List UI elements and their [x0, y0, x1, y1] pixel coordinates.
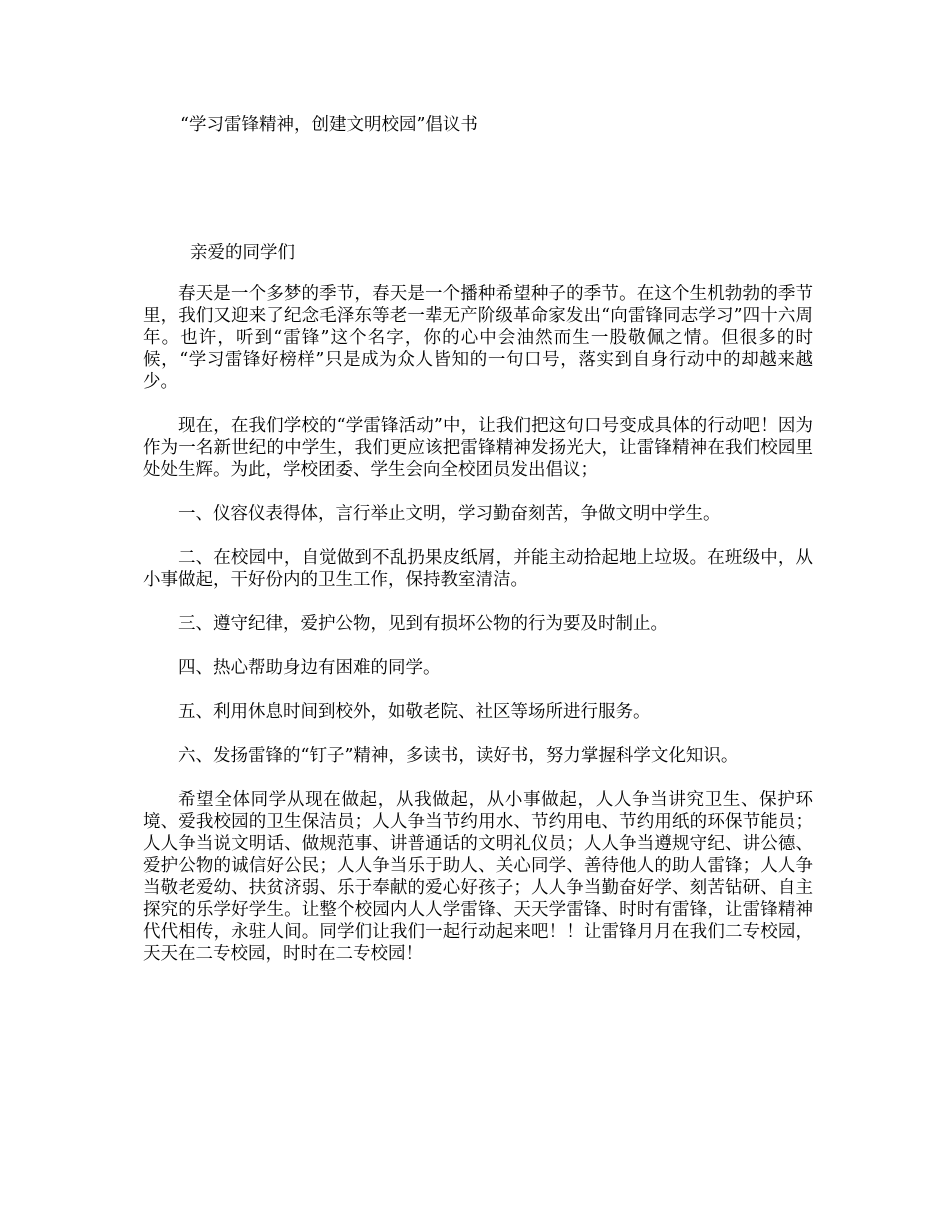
paragraph-call: 现在，在我们学校的“学雷锋活动”中，让我们把这句口号变成具体的行动吧！因为作为一名新世纪的中学生，我们更应该把雷锋精神发扬光大，让雷锋精神在我们校园里处处生辉。为此，学校团委、学生会向全校团员发出倡议； — [143, 416, 813, 480]
document-body — [143, 283, 813, 987]
proposal-item-3: 三、遵守纪律，爱护公物，见到有损坏公物的行为要及时制止。 — [178, 614, 668, 634]
proposal-item-2: 二、在校园中，自觉做到不乱扔果皮纸屑，并能主动拾起地上垃圾。在班级中，从小事做起，干好份内的卫生工作，保持教室清洁。 — [143, 548, 813, 590]
proposal-item-5: 五、利用休息时间到校外，如敬老院、社区等场所进行服务。 — [178, 702, 651, 722]
paragraph-intro: 春天是一个多梦的季节，春天是一个播种希望种子的季节。在这个生机勃勃的季节里，我们又迎来了纪念毛泽东等老一辈无产阶级革命家发出“向雷锋同志学习”四十六周年。也许，听到“雷锋”这个名字，你的心中会油然而生一股敬佩之情。但很多的时候，“学习雷锋好榜样”只是成为众人皆知的一句口号，落实到自身行动中的却越来越少。 — [143, 284, 813, 392]
proposal-item-6: 六、发扬雷锋的“钉子”精神，多读书，读好书，努力掌握科学文化知识。 — [178, 746, 739, 766]
proposal-item-4: 四、热心帮助身边有困难的同学。 — [178, 658, 441, 678]
document-title: “学习雷锋精神，创建文明校园”倡议书 — [180, 115, 478, 135]
greeting: 亲爱的同学们 — [190, 243, 295, 263]
paragraph-closing: 希望全体同学从现在做起，从我做起，从小事做起，人人争当讲究卫生、保护环境、爱我校园的卫生保洁员；人人争当节约用水、节约用电、节约用纸的环保节能员；人人争当说文明话、做规范事、讲普通话的文明礼仪员；人人争当遵规守纪、讲公德、爱护公物的诚信好公民；人人争当乐于助人、关心同学、善待他人的助人雷锋；人人争当敬老爱幼、扶贫济弱、乐于奉献的爱心好孩子；人人争当勤奋好学、刻苦钻研、自主探究的乐学好学生。让整个校园内人人学雷锋、天天学雷锋、时时有雷锋，让雷锋精神代代相传，永驻人间。同学们让我们一起行动起来吧！！让雷锋月月在我们二专校园，天天在二专校园，时时在二专校园！ — [143, 790, 813, 964]
proposal-item-1: 一、仪容仪表得体，言行举止文明，学习勤奋刻苦，争做文明中学生。 — [178, 504, 721, 524]
